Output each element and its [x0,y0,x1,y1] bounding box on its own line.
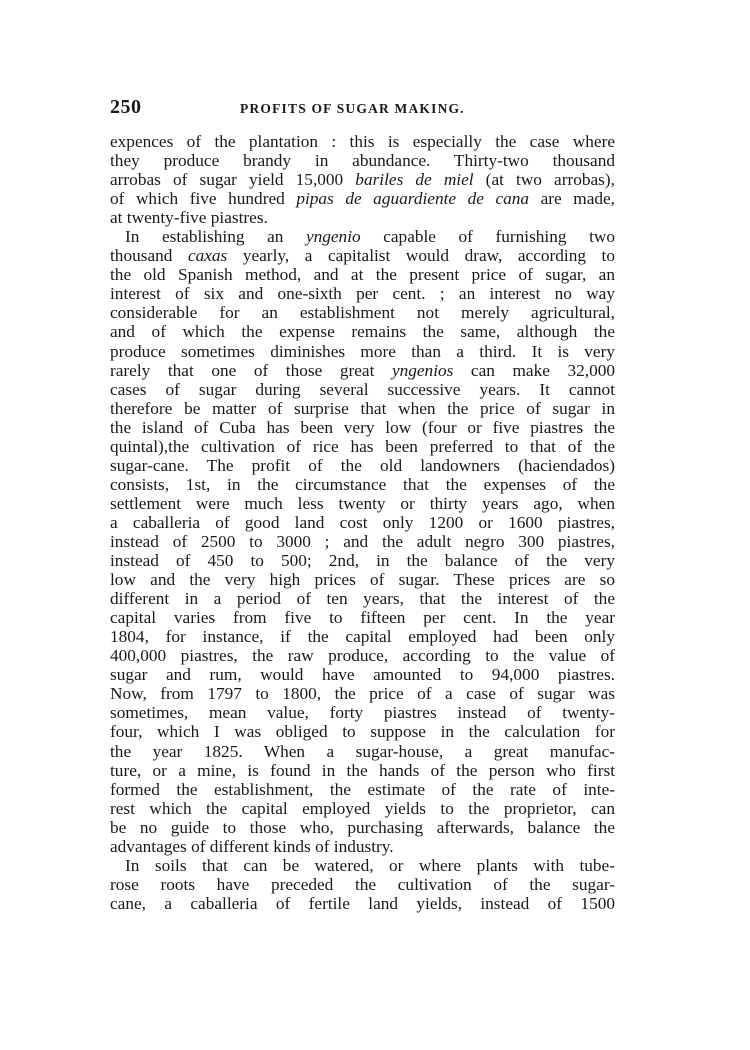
text-line [110,856,615,875]
text-line [110,151,615,170]
text-segment: ture, or a mine, is found in the hands of the person who first [110,760,615,780]
text-line [110,570,615,589]
page-number: 250 [110,96,142,118]
text-line [110,189,615,208]
text-line [110,818,615,837]
text-line [110,380,615,399]
text-segment: sometimes, mean value, forty piastres instead of twenty- [110,703,615,723]
italic-term: yngenios [391,360,454,380]
text-segment: cane, a caballeria of fertile land yields, instead of 1500 [110,893,615,913]
body-text [110,132,615,913]
text-segment: capital varies from five to fifteen per cent. In the year [110,608,615,628]
text-line [110,399,615,418]
text-line [110,284,615,303]
text-segment: interest of six and one-sixth per cent. ; an interest no way [110,284,615,304]
text-segment: yearly, a capitalist would draw, according to [227,246,615,266]
text-segment: sugar-cane. The profit of the old landowners (haciendados) [110,455,615,475]
text-line [110,227,615,246]
text-line [110,646,615,665]
text-segment: cases of sugar during several successive years. It cannot [110,379,615,399]
text-segment: advantages of different kinds of industry. [110,836,394,856]
text-segment: instead of 2500 to 3000 ; and the adult negro 300 piastres, [110,531,615,551]
text-line [110,837,615,856]
italic-term: bariles de miel [355,170,474,190]
text-line [110,608,615,627]
text-segment: the island of Cuba has been very low (four or five piastres the [110,417,615,437]
text-line [110,170,615,189]
text-line [110,361,615,380]
text-segment: capable of furnishing two [360,227,615,247]
text-segment: thousand [110,246,188,266]
text-line [110,303,615,322]
text-segment: the old Spanish method, and at the present price of sugar, an [110,265,615,285]
text-line [110,475,615,494]
text-segment: produce sometimes diminishes more than a third. It is very [110,341,615,361]
book-page [110,96,615,913]
text-segment: be no guide to those who, purchasing afterwards, balance the [110,817,615,837]
text-segment: a caballeria of good land cost only 1200 or 1600 piastres, [110,512,615,532]
text-segment: the year 1825. When a sugar-house, a great manufac- [110,741,615,761]
running-title: PROFITS OF SUGAR MAKING. [240,101,465,116]
text-line [110,322,615,341]
text-line [110,627,615,646]
text-segment: rose roots have preceded the cultivation of the sugar- [110,874,615,894]
text-line [110,456,615,475]
text-line [110,780,615,799]
text-segment: consists, 1st, in the circumstance that the expenses of the [110,474,615,494]
text-line [110,494,615,513]
text-segment: can make 32,000 [453,360,615,380]
running-head [110,96,615,122]
text-segment: four, which I was obliged to suppose in the calculation for [110,722,615,742]
text-segment: instead of 450 to 500; 2nd, in the balance of the very [110,551,615,571]
text-segment: rest which the capital employed yields to the proprietor, can [110,798,615,818]
text-line [110,703,615,722]
text-segment: of which five hundred [110,189,297,209]
text-segment: settlement were much less twenty or thirty years ago, when [110,493,615,513]
text-line [110,894,615,913]
text-segment: In soils that can be watered, or where plants with tube- [125,855,615,875]
text-line [110,208,615,227]
italic-term: yngenio [305,227,361,247]
italic-term: pipas de aguardiente de cana [296,189,530,209]
text-line [110,551,615,570]
text-line [110,246,615,265]
text-line [110,875,615,894]
text-segment: considerable for an establishment not merely agricultural, [110,303,615,323]
text-line [110,265,615,284]
text-segment: formed the establishment, the estimate of the rate of inte- [110,779,615,799]
text-line [110,722,615,741]
text-segment: they produce brandy in abundance. Thirty-two thousand [110,151,615,171]
text-segment: (at two arrobas), [473,170,615,190]
text-line [110,437,615,456]
text-line [110,761,615,780]
text-segment: quintal),the cultivation of rice has been preferred to that of the [110,436,615,456]
text-segment: 400,000 piastres, the raw produce, according to the value of [110,646,615,666]
text-segment: In establishing an [125,227,306,247]
italic-term: caxas [187,246,228,266]
text-line [110,799,615,818]
text-line [110,342,615,361]
text-line [110,589,615,608]
text-line [110,513,615,532]
text-line [110,742,615,761]
text-segment: and of which the expense remains the same, although the [110,322,615,342]
text-line [110,532,615,551]
text-segment: at twenty-five piastres. [110,208,268,228]
text-segment: 1804, for instance, if the capital employed had been only [110,627,615,647]
text-segment: are made, [529,189,615,209]
text-segment: rarely that one of those great [110,360,392,380]
text-line [110,418,615,437]
text-line [110,132,615,151]
text-segment: sugar and rum, would have amounted to 94,000 piastres. [110,665,615,685]
text-segment: low and the very high prices of sugar. These prices are so [110,570,615,590]
text-segment: arrobas of sugar yield 15,000 [110,170,356,190]
text-line [110,684,615,703]
text-segment: therefore be matter of surprise that when the price of sugar in [110,398,615,418]
text-segment: expences of the plantation : this is especially the case where [110,132,615,151]
text-line [110,665,615,684]
text-segment: different in a period of ten years, that the interest of the [110,589,615,609]
text-segment: Now, from 1797 to 1800, the price of a case of sugar was [110,684,615,704]
